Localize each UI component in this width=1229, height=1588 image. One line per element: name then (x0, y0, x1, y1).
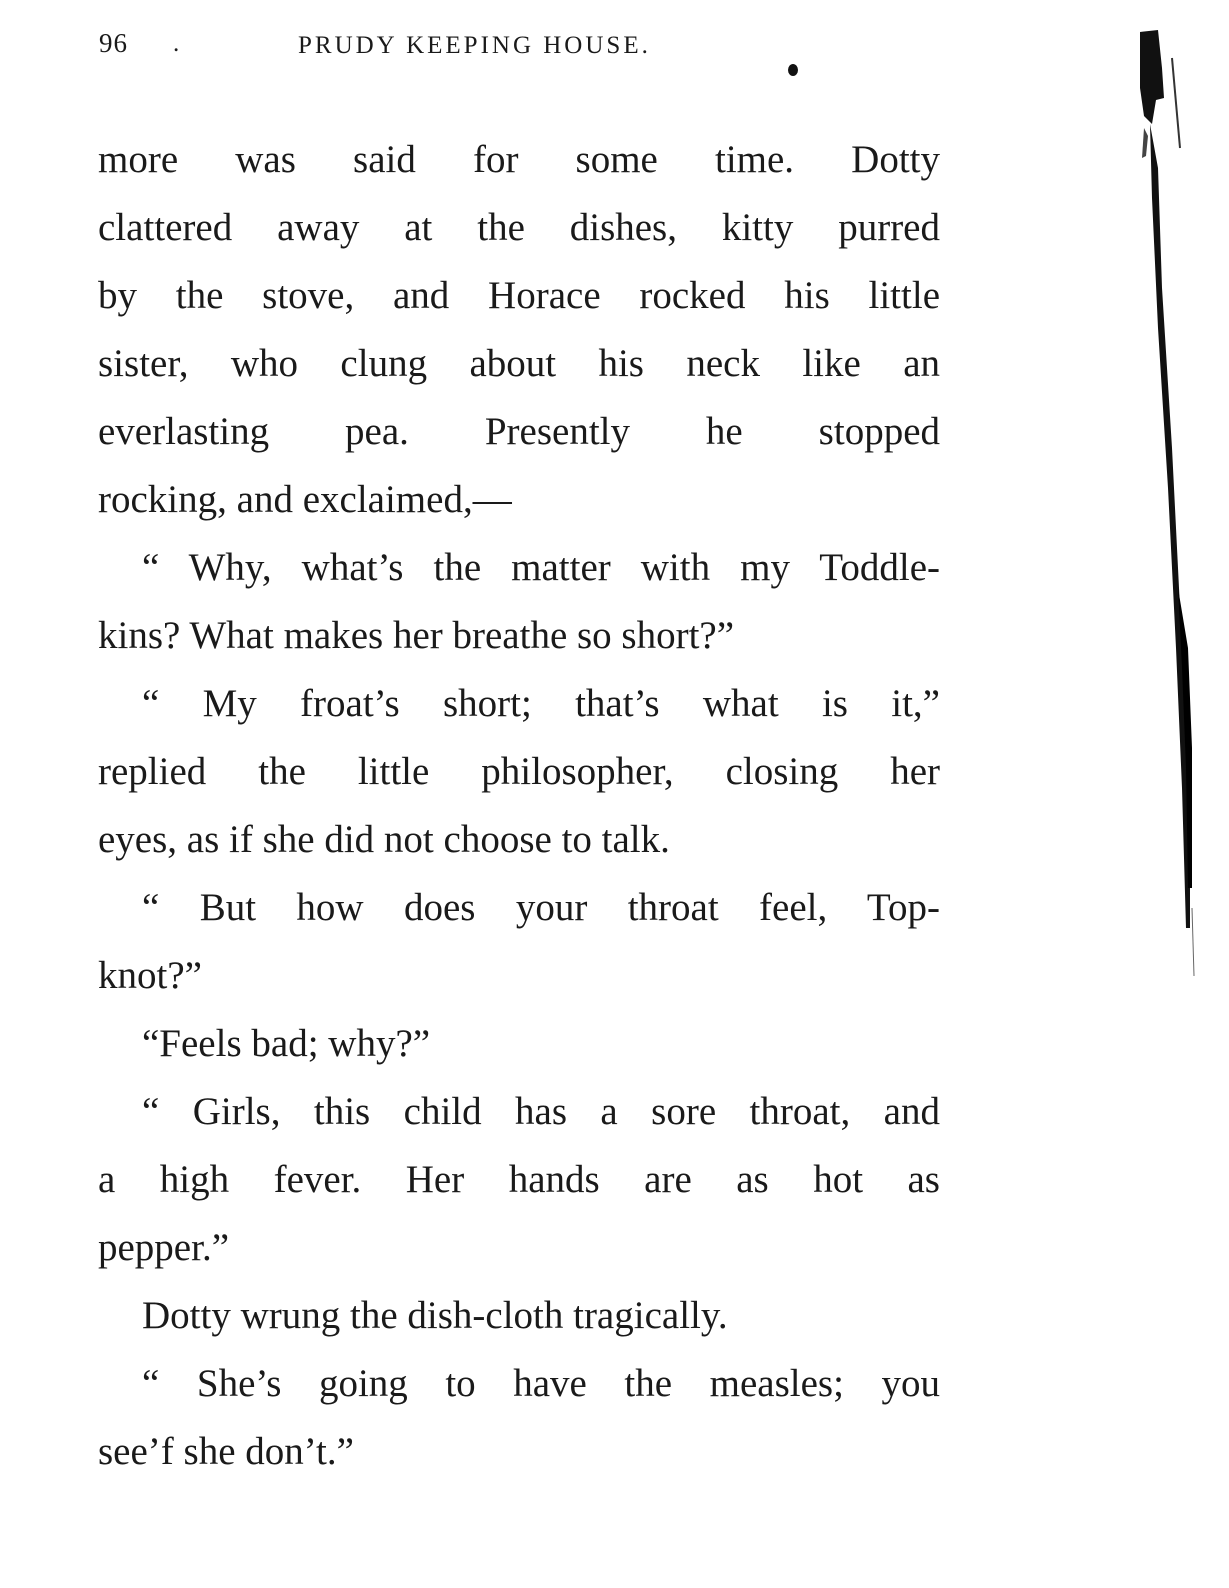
body-line: “ Why, what’s the matter with my Toddle- (142, 546, 940, 589)
body-line: “Feels bad; why?” (142, 1022, 431, 1065)
body-line: “ My froat’s short; that’s what is it,” (142, 682, 940, 725)
body-line: clattered away at the dishes, kitty purred (98, 206, 940, 249)
ink-speck (788, 64, 798, 76)
body-line: “ She’s going to have the measles; you (142, 1362, 940, 1405)
scan-edge-shadow (1136, 28, 1196, 978)
body-line: rocking, and exclaimed,— (98, 478, 512, 521)
body-line: sister, who clung about his neck like an (98, 342, 940, 385)
body-line: a high fever. Her hands are as hot as (98, 1158, 940, 1201)
body-line: everlasting pea. Presently he stopped (98, 410, 940, 453)
body-line: “ Girls, this child has a sore throat, and (142, 1090, 940, 1133)
body-line: see’f she don’t.” (98, 1430, 354, 1473)
body-line: pepper.” (98, 1226, 230, 1269)
header-separator: . (173, 30, 180, 57)
body-line: “ But how does your throat feel, Top- (142, 886, 940, 929)
body-line: kins? What makes her breathe so short?” (98, 614, 735, 657)
body-line: knot?” (98, 954, 202, 997)
running-title: PRUDY KEEPING HOUSE. (298, 32, 651, 59)
body-line: more was said for some time. Dotty (98, 138, 940, 181)
body-line: replied the little philosopher, closing her (98, 750, 940, 793)
page-number: 96 (99, 28, 128, 58)
page-header (95, 28, 795, 72)
page-body (98, 126, 940, 1486)
body-line: by the stove, and Horace rocked his little (98, 274, 940, 317)
body-line: eyes, as if she did not choose to talk. (98, 818, 670, 861)
body-line: Dotty wrung the dish-cloth tragically. (142, 1294, 728, 1337)
